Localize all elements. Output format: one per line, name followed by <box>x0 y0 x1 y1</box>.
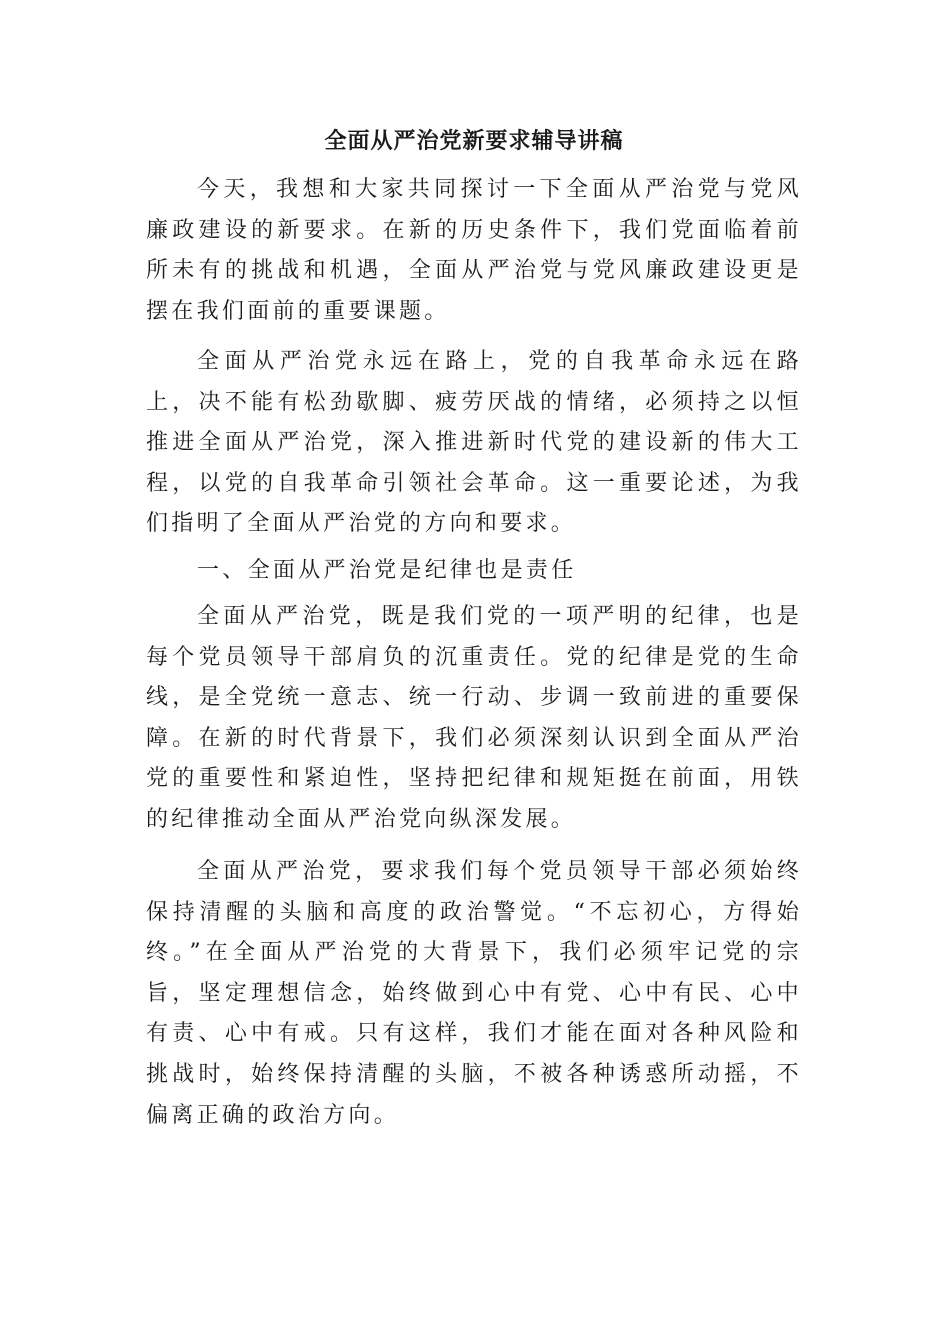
document-title: 全面从严治党新要求辅导讲稿 <box>324 129 624 154</box>
paragraph-political-alertness: 全面从严治党，要求我们每个党员领导干部必须始终保持清醒的头脑和高度的政治警觉。“不忘初心，方得始终。”在全面从严治党的大背景下，我们必须牢记党的宗旨，坚定理想信念，始终做到心中有党、心中有民、心中有责、心中有戒。只有这样，我们才能在面对各种风险和挑战时，始终保持清醒的头脑，不被各种诱惑所动摇，不偏离正确的政治方向。 <box>146 859 802 1128</box>
paragraph-self-revolution: 全面从严治党永远在路上，党的自我革命永远在路上，决不能有松劲歇脚、疲劳厌战的情绪，必须持之以恒推进全面从严治党，深入推进新时代党的建设新的伟大工程，以党的自我革命引领社会革命。这一重要论述，为我们指明了全面从严治党的方向和要求。 <box>146 349 802 537</box>
paragraph-intro: 今天，我想和大家共同探讨一下全面从严治党与党风廉政建设的新要求。在新的历史条件下，我们党面临着前所未有的挑战和机遇，全面从严治党与党风廉政建设更是摆在我们面前的重要课题。 <box>146 177 802 324</box>
section-heading-1: 一、全面从严治党是纪律也是责任 <box>197 558 577 583</box>
paragraph-discipline: 全面从严治党，既是我们党的一项严明的纪律，也是每个党员领导干部肩负的沉重责任。党的纪律是党的生命线，是全党统一意志、统一行动、步调一致前进的重要保障。在新的时代背景下，我们必须深刻认识到全面从严治党的重要性和紧迫性，坚持把纪律和规矩挺在前面，用铁的纪律推动全面从严治党向纵深发展。 <box>146 604 802 832</box>
